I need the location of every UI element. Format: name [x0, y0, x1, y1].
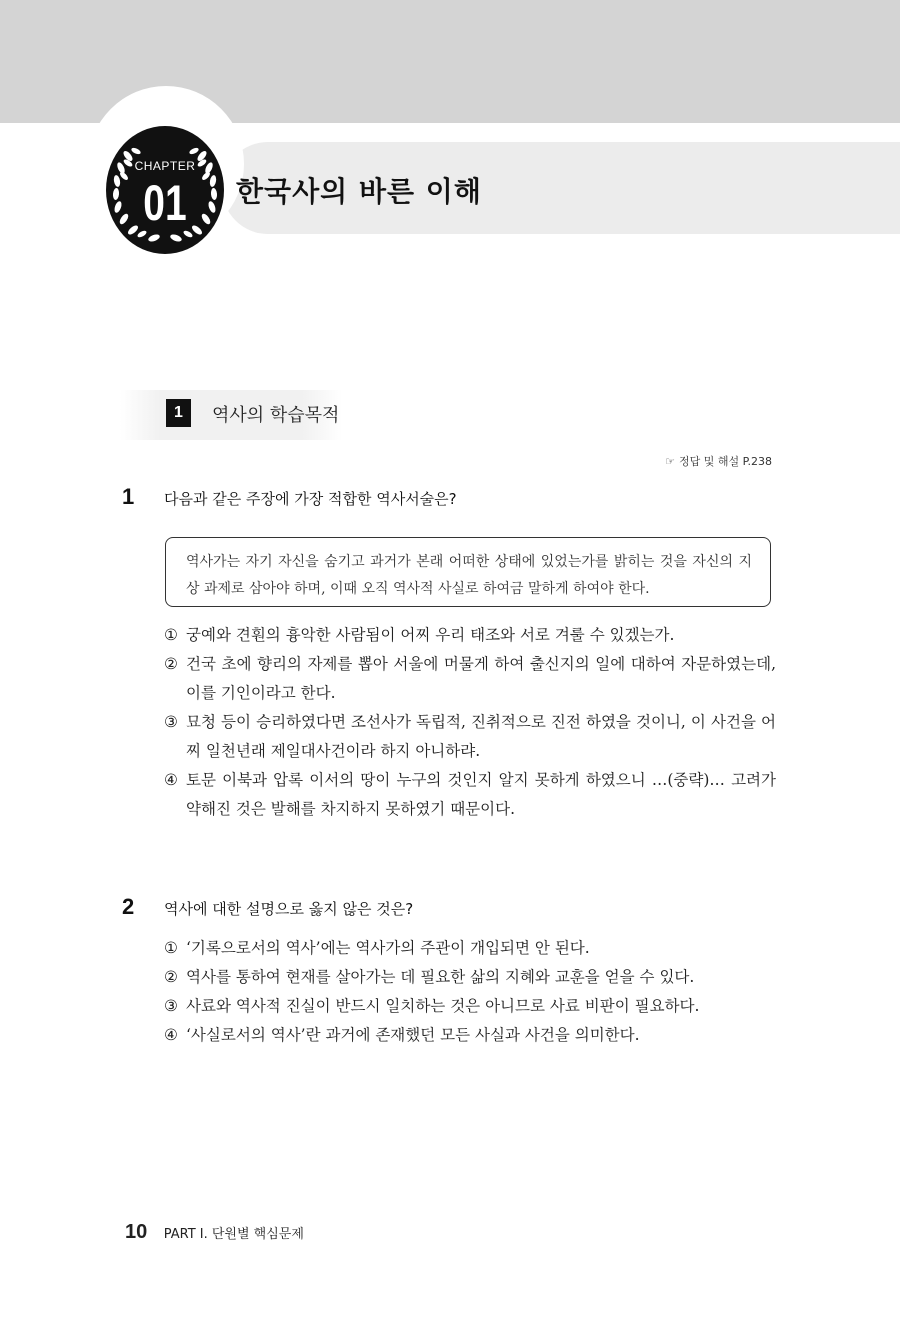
choice-item[interactable] — [164, 963, 776, 992]
choice-mark: ③ — [164, 997, 178, 1015]
quote-box: 역사가는 자기 자신을 숨기고 과거가 본래 어떠한 상태에 있었는가를 밝히는 것을 자신의 지상 과제로 삼아야 하며, 이때 오직 역사적 사실로 하여금 말하게 하여야 한다. — [165, 537, 771, 607]
question-text: 다음과 같은 주장에 가장 적합한 역사서술은? — [164, 490, 457, 508]
choice-mark: ④ — [164, 1026, 178, 1044]
section-title: 역사의 학습목적 — [212, 405, 340, 426]
choice-item[interactable] — [164, 934, 776, 963]
question-number: 2 — [122, 894, 135, 919]
pointing-hand-icon: ☞ — [665, 455, 675, 468]
question-text: 역사에 대한 설명으로 옳지 않은 것은? — [164, 900, 414, 918]
chapter-title: 한국사의 바른 이해 — [236, 175, 482, 208]
choice-mark: ④ — [164, 771, 178, 789]
choice-list — [164, 934, 776, 1050]
choice-text: 토문 이북과 압록 이서의 땅이 누구의 것인지 알지 못하게 하였으니 …(중략)… 고려가 약해진 것은 발해를 차지하지 못하였기 때문이다. — [186, 771, 776, 818]
page-footer — [125, 1221, 304, 1244]
choice-mark: ② — [164, 655, 178, 673]
choice-text: ‘기록으로서의 역사’에는 역사가의 주관이 개입되면 안 된다. — [186, 939, 590, 957]
choice-text: 역사를 통하여 현재를 살아가는 데 필요한 삶의 지혜와 교훈을 얻을 수 있다. — [186, 968, 695, 986]
choice-item[interactable] — [164, 1021, 776, 1050]
choice-item[interactable] — [164, 708, 776, 766]
chapter-number: 01 — [143, 175, 187, 231]
part-label: PART Ⅰ. 단원별 핵심문제 — [163, 1227, 304, 1242]
choice-text: 궁예와 견훤의 흉악한 사람됨이 어찌 우리 태조와 서로 겨룰 수 있겠는가. — [186, 626, 675, 644]
page-number: 10 — [125, 1221, 148, 1243]
choice-item[interactable] — [164, 650, 776, 708]
choice-mark: ① — [164, 626, 178, 644]
choice-text: 사료와 역사적 진실이 반드시 일치하는 것은 아니므로 사료 비판이 필요하다. — [186, 997, 700, 1015]
choice-text: ‘사실로서의 역사’란 과거에 존재했던 모든 사실과 사건을 의미한다. — [186, 1026, 640, 1044]
answer-reference-text: 정답 및 해설 P.238 — [678, 455, 772, 468]
choice-text: 건국 초에 향리의 자제를 뽑아 서울에 머물게 하여 출신지의 일에 대하여 자문하였는데, 이를 기인이라고 한다. — [186, 655, 776, 702]
chapter-label: CHAPTER — [134, 159, 196, 173]
choice-text: 묘청 등이 승리하였다면 조선사가 독립적, 진취적으로 진전 하였을 것이니, 이 사건을 어찌 일천년래 제일대사건이라 하지 아니하랴. — [186, 713, 776, 760]
answer-reference — [665, 453, 772, 469]
section-number: 1 — [166, 399, 191, 427]
question-number: 1 — [122, 484, 135, 509]
choice-mark: ③ — [164, 713, 178, 731]
choice-item[interactable] — [164, 992, 776, 1021]
choice-list — [164, 621, 776, 824]
choice-mark: ② — [164, 968, 178, 986]
choice-mark: ① — [164, 939, 178, 957]
choice-item[interactable] — [164, 621, 776, 650]
choice-item[interactable] — [164, 766, 776, 824]
chapter-badge — [106, 126, 224, 254]
